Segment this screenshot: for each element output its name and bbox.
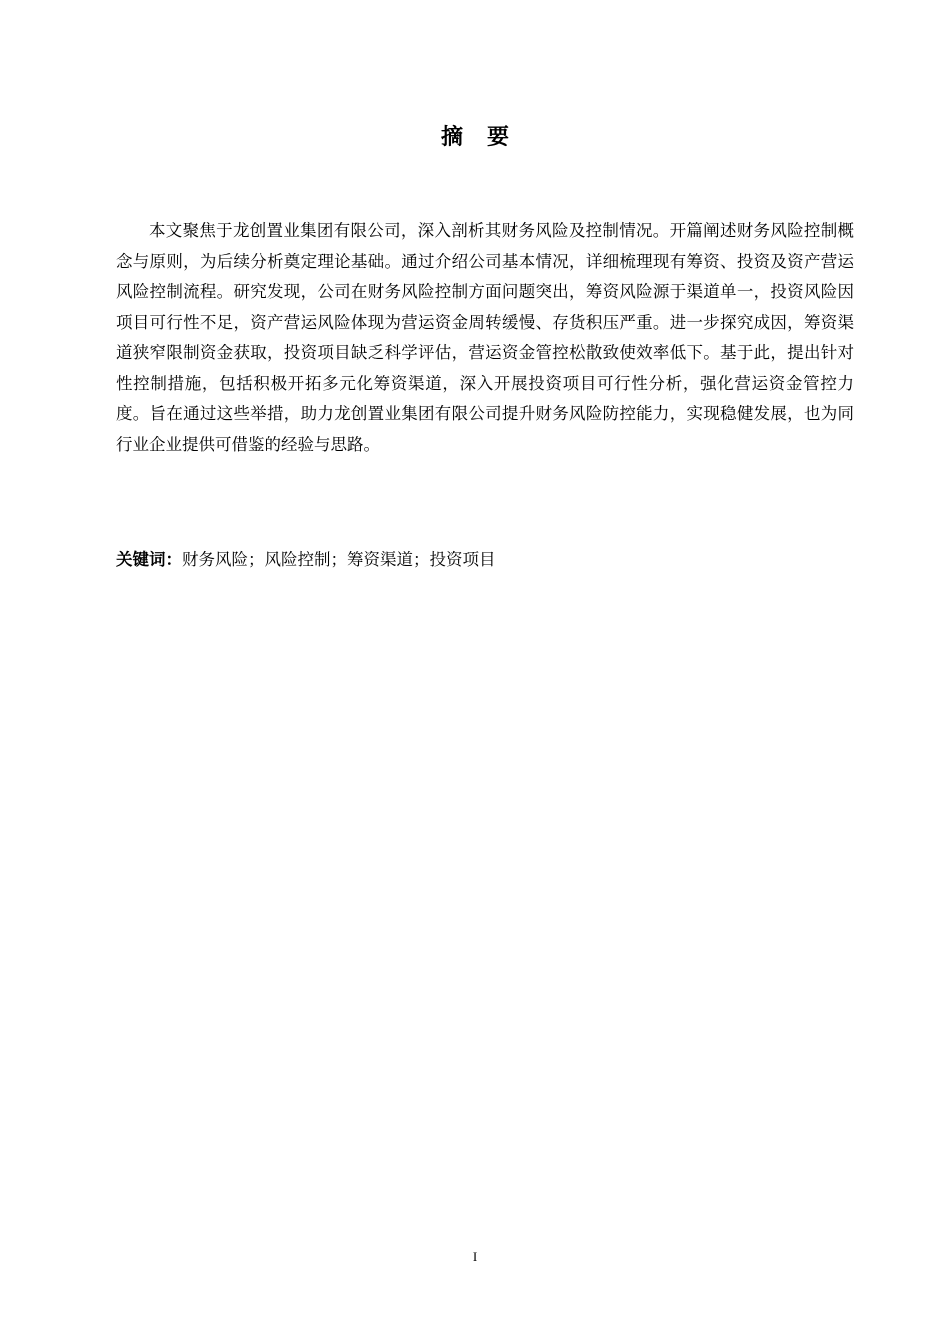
keywords-text: 财务风险；风险控制；筹资渠道；投资项目: [182, 550, 496, 569]
keywords-label: 关键词：: [116, 550, 182, 569]
page-number: I: [472, 1249, 478, 1264]
abstract-paragraph: 本文聚焦于龙创置业集团有限公司，深入剖析其财务风险及控制情况。开篇阐述财务风险控制概念与原则，为后续分析奠定理论基础。通过介绍公司基本情况，详细梳理现有筹资、投资及资产营运风险控制流程。研究发现，公司在财务风险控制方面问题突出，筹资风险源于渠道单一，投资风险因项目可行性不足，资产营运风险体现为营运资金周转缓慢、存货积压严重。进一步探究成因，筹资渠道狭窄限制资金获取，投资项目缺乏科学评估，营运资金管控松散致使效率低下。基于此，提出针对性控制措施，包括积极开拓多元化筹资渠道，深入开展投资项目可行性分析，强化营运资金管控力度。旨在通过这些举措，助力龙创置业集团有限公司提升财务风险防控能力，实现稳健发展，也为同行业企业提供可借鉴的经验与思路。: [116, 221, 854, 454]
keywords-line: [116, 547, 854, 573]
page-title: 摘要: [440, 125, 533, 150]
